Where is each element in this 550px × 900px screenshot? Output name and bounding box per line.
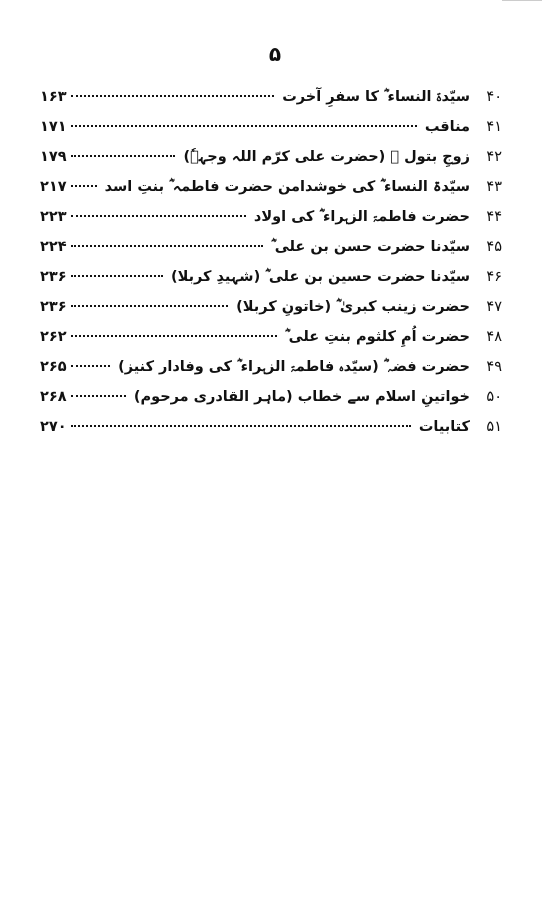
dot-leader (71, 395, 126, 397)
toc-entry-page: ۲۲۴ (40, 239, 67, 255)
toc-row (40, 172, 502, 202)
toc-row (40, 352, 502, 382)
toc-entry-page: ۲۳۶ (40, 299, 67, 315)
toc-entry-title: کتابیات (418, 419, 470, 435)
toc-entry-title: سیّدنا حضرت حسن بن علی ؓ (271, 239, 470, 255)
toc-entry-page: ۲۶۵ (40, 359, 67, 375)
toc-entry-page: ۲۱۷ (40, 179, 67, 195)
dot-leader (71, 125, 417, 127)
page-number: ۵ (268, 42, 282, 66)
toc-entry-title: مناقب (424, 119, 470, 135)
toc-entry-number: ۴۷ (486, 299, 502, 315)
dot-leader (71, 305, 229, 307)
toc-row (40, 82, 502, 112)
toc-entry-page: ۲۲۳ (40, 209, 67, 225)
toc-entry-page: ۱۷۹ (40, 149, 67, 165)
toc-entry-number: ۴۴ (486, 209, 502, 225)
table-of-contents (40, 82, 502, 442)
dot-leader (71, 245, 264, 247)
toc-entry-page: ۱۶۳ (40, 89, 67, 105)
toc-entry-number: ۴۱ (486, 119, 502, 135)
toc-entry-page: ۲۳۶ (40, 269, 67, 285)
toc-entry-title: حضرت فاطمۃ الزہراء ؓ کی اولاد (253, 209, 470, 225)
dot-leader (71, 335, 277, 337)
toc-entry-number: ۴۲ (486, 149, 502, 165)
toc-entry-title: زوجِ بتول ؓ (حضرت علی کرّم اللہ وجہہٗ) (183, 149, 470, 165)
toc-entry-title: سیّدۃ النساء ؓ کا سفرِ آخرت (282, 89, 470, 105)
toc-row (40, 232, 502, 262)
toc-entry-page: ۲۷۰ (40, 419, 67, 435)
toc-entry-title: حضرت اُمِ کلثوم بنتِ علی ؓ (285, 329, 470, 345)
toc-entry-number: ۴۳ (486, 179, 502, 195)
toc-entry-title: حضرت فضہ ؓ (سیّدہ فاطمۃ الزہراء ؓ کی وفادار کنیز) (118, 359, 470, 375)
toc-row (40, 202, 502, 232)
toc-entry-title: سیّدۃ النساء ؓ کی خوشدامن حضرت فاطمہ ؓ بنتِ اسد (104, 179, 470, 195)
dot-leader (71, 365, 111, 367)
dot-leader (71, 425, 411, 427)
toc-entry-page: ۱۷۱ (40, 119, 67, 135)
toc-entry-page: ۲۶۸ (40, 389, 67, 405)
dot-leader (71, 95, 275, 97)
dot-leader (71, 185, 97, 187)
toc-entry-page: ۲۶۲ (40, 329, 67, 345)
toc-entry-number: ۴۶ (486, 269, 502, 285)
dot-leader (71, 275, 163, 277)
toc-row (40, 292, 502, 322)
toc-row (40, 382, 502, 412)
dot-leader (71, 215, 246, 217)
toc-entry-number: ۴۹ (486, 359, 502, 375)
toc-entry-title: خواتینِ اسلام سے خطاب (ماہر القادری مرحوم) (133, 389, 470, 405)
toc-entry-number: ۴۰ (486, 89, 502, 105)
toc-entry-title: سیّدنا حضرت حسین بن علی ؓ (شہیدِ کربلا) (170, 269, 470, 285)
dot-leader (71, 155, 176, 157)
toc-row (40, 322, 502, 352)
toc-row (40, 142, 502, 172)
toc-row (40, 112, 502, 142)
toc-entry-number: ۴۸ (486, 329, 502, 345)
toc-row (40, 412, 502, 442)
toc-entry-number: ۴۵ (486, 239, 502, 255)
toc-entry-number: ۵۱ (486, 419, 502, 435)
toc-entry-title: حضرت زینب کبریٰ ؓ (خاتونِ کربلا) (236, 299, 470, 315)
corner-mark (502, 0, 542, 4)
toc-row (40, 262, 502, 292)
toc-entry-number: ۵۰ (486, 389, 502, 405)
